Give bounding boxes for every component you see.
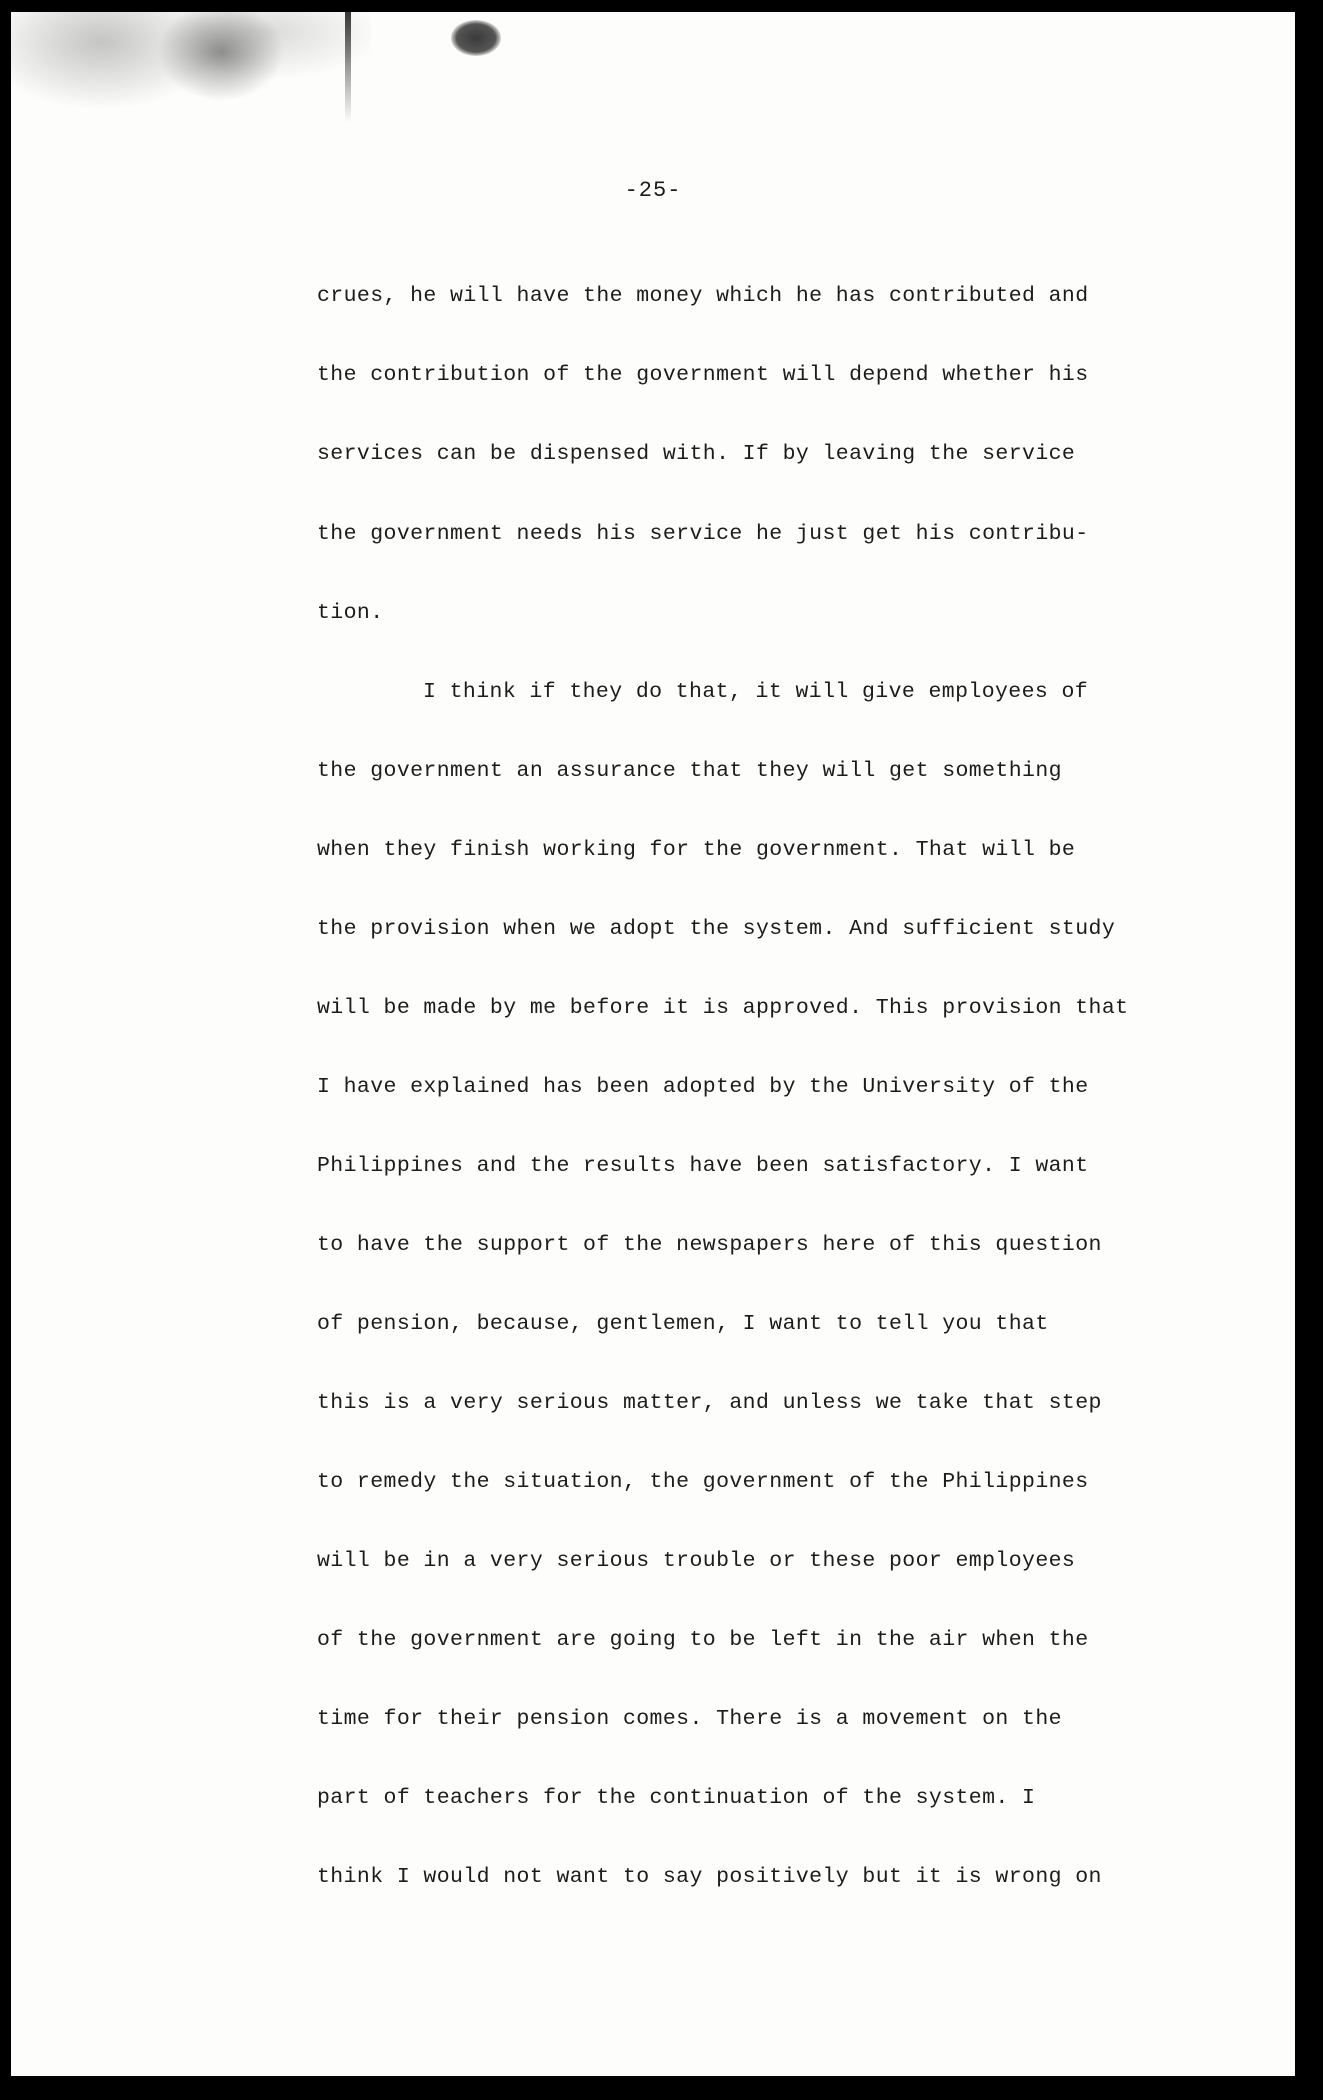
text-line: I have explained has been adopted by the University of the <box>317 1075 1089 1099</box>
text-line: when they finish working for the government. That will be <box>317 838 1076 862</box>
text-line: services can be dispensed with. If by leaving the service <box>317 442 1076 466</box>
text-line: Philippines and the results have been satisfactory. I want <box>317 1154 1089 1178</box>
punch-mark <box>451 20 501 56</box>
text-line: will be in a very serious trouble or these poor employees <box>317 1549 1076 1573</box>
text-line: time for their pension comes. There is a movement on the <box>317 1707 1062 1731</box>
text-line: part of teachers for the continuation of the system. I <box>317 1786 1036 1810</box>
text-line: the contribution of the government will depend whether his <box>317 363 1089 387</box>
text-line: the government an assurance that they will get something <box>317 759 1062 783</box>
text-line: to remedy the situation, the government of the Philippines <box>317 1470 1089 1494</box>
text-line: to have the support of the newspapers here of this question <box>317 1233 1102 1257</box>
text-line: I think if they do that, it will give employees of <box>423 680 1089 704</box>
text-line: the provision when we adopt the system. And sufficient study <box>317 917 1116 941</box>
binding-shadow <box>345 12 351 122</box>
text-line: the government needs his service he just get his contribu- <box>317 522 1089 546</box>
text-line: tion. <box>317 601 384 625</box>
text-line: of pension, because, gentlemen, I want to tell you that <box>317 1312 1049 1336</box>
text-line: will be made by me before it is approved. This provision that <box>317 996 1129 1020</box>
ink-smudge <box>11 12 371 182</box>
text-line: crues, he will have the money which he has contributed and <box>317 284 1089 308</box>
text-line: of the government are going to be left in the air when the <box>317 1628 1089 1652</box>
document-page <box>11 12 1295 2076</box>
text-line: this is a very serious matter, and unless we take that step <box>317 1391 1102 1415</box>
text-line: think I would not want to say positively but it is wrong on <box>317 1865 1102 1889</box>
page-number: -25- <box>624 178 682 203</box>
